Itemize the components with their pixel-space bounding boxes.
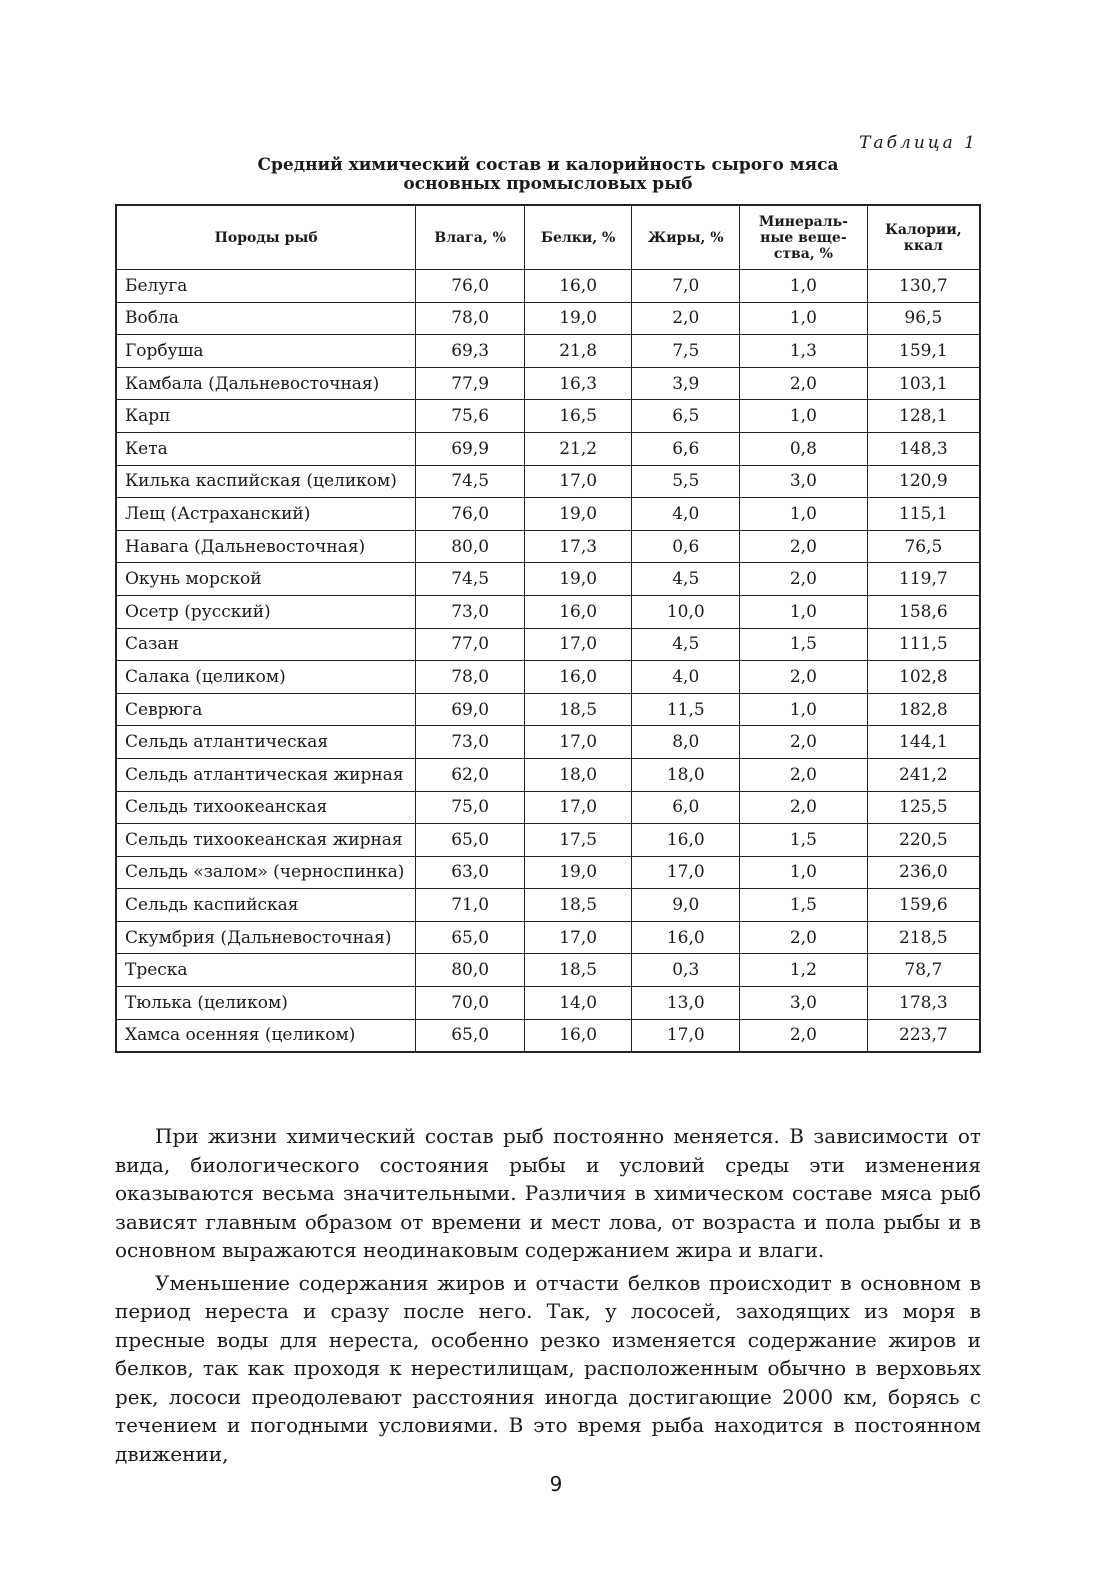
table-row xyxy=(116,563,980,596)
cell-fat: 17,0 xyxy=(632,1019,740,1052)
table-row xyxy=(116,1019,980,1052)
cell-moisture: 73,0 xyxy=(416,595,525,628)
cell-protein: 19,0 xyxy=(524,302,632,335)
table-row xyxy=(116,726,980,759)
cell-minerals: 3,0 xyxy=(740,987,868,1020)
cell-moisture: 70,0 xyxy=(416,987,525,1020)
table-row xyxy=(116,530,980,563)
cell-fat: 0,6 xyxy=(632,530,740,563)
page-number: 9 xyxy=(549,1472,563,1496)
cell-minerals: 1,0 xyxy=(740,498,868,531)
cell-fat: 18,0 xyxy=(632,758,740,791)
cell-moisture: 69,3 xyxy=(416,335,525,368)
paragraph-2: Уменьшение содержания жиров и отчасти белков происходит в основном в период нереста и сразу после него. Так, у лососей, заходящих из моря в пресные воды для нереста, особенно резко изменяется содержание жиров и белков, так как проходя к нерестилищам, расположенным обычно в верховьях рек, лососи преодолевают расстояния иногда достигающие 2000 км, борясь с течением и погодными условиями. В это время рыба находится в постоянном движении, xyxy=(115,1270,981,1466)
cell-fat: 5,5 xyxy=(632,465,740,498)
cell-moisture: 80,0 xyxy=(416,954,525,987)
cell-moisture: 74,5 xyxy=(416,563,525,596)
header-minerals-line-3: ства, % xyxy=(773,245,833,262)
cell-moisture: 75,0 xyxy=(416,791,525,824)
table-row xyxy=(116,954,980,987)
table-title xyxy=(115,156,981,194)
cell-protein: 18,5 xyxy=(524,889,632,922)
cell-protein: 17,3 xyxy=(524,530,632,563)
table-row xyxy=(116,465,980,498)
paragraph-1: При жизни химический состав рыб постоянно меняется. В зависимости от вида, биологического состояния рыбы и условий среды эти изменения оказываются весьма значительными. Различия в химическом составе мяса рыб зависят главным образом от времени и мест лова, от возраста и пола рыбы и в основном выражаются неодинаковым содержанием жира и влаги. xyxy=(115,1124,981,1262)
cell-name: Килька каспийская (целиком) xyxy=(116,465,416,498)
table-row xyxy=(116,302,980,335)
table-row xyxy=(116,661,980,694)
cell-minerals: 3,0 xyxy=(740,465,868,498)
cell-protein: 21,8 xyxy=(524,335,632,368)
cell-calories: 103,1 xyxy=(867,367,980,400)
cell-fat: 8,0 xyxy=(632,726,740,759)
cell-minerals: 2,0 xyxy=(740,563,868,596)
cell-name: Сазан xyxy=(116,628,416,661)
table-label: Таблица 1 xyxy=(859,133,978,153)
cell-protein: 16,0 xyxy=(524,1019,632,1052)
cell-fat: 6,5 xyxy=(632,400,740,433)
cell-calories: 119,7 xyxy=(867,563,980,596)
cell-moisture: 76,0 xyxy=(416,498,525,531)
cell-calories: 96,5 xyxy=(867,302,980,335)
cell-name: Кета xyxy=(116,432,416,465)
cell-calories: 182,8 xyxy=(867,693,980,726)
header-moisture: Влага, % xyxy=(416,205,525,270)
cell-calories: 125,5 xyxy=(867,791,980,824)
table-row xyxy=(116,921,980,954)
cell-calories: 241,2 xyxy=(867,758,980,791)
cell-fat: 4,0 xyxy=(632,498,740,531)
cell-protein: 16,5 xyxy=(524,400,632,433)
cell-protein: 14,0 xyxy=(524,987,632,1020)
cell-protein: 19,0 xyxy=(524,498,632,531)
cell-calories: 236,0 xyxy=(867,856,980,889)
header-calories-line-1: Калории, xyxy=(885,221,962,238)
cell-name: Навага (Дальневосточная) xyxy=(116,530,416,563)
header-protein: Белки, % xyxy=(524,205,632,270)
cell-fat: 13,0 xyxy=(632,987,740,1020)
cell-calories: 76,5 xyxy=(867,530,980,563)
header-species: Породы рыб xyxy=(116,205,416,270)
cell-protein: 16,0 xyxy=(524,595,632,628)
cell-fat: 2,0 xyxy=(632,302,740,335)
table-row xyxy=(116,856,980,889)
cell-minerals: 1,0 xyxy=(740,400,868,433)
cell-calories: 111,5 xyxy=(867,628,980,661)
cell-minerals: 1,3 xyxy=(740,335,868,368)
cell-protein: 16,0 xyxy=(524,661,632,694)
cell-moisture: 77,9 xyxy=(416,367,525,400)
table-row xyxy=(116,432,980,465)
cell-fat: 6,6 xyxy=(632,432,740,465)
cell-moisture: 65,0 xyxy=(416,921,525,954)
cell-protein: 18,0 xyxy=(524,758,632,791)
cell-name: Сельдь «залом» (черноспинка) xyxy=(116,856,416,889)
cell-name: Сельдь атлантическая xyxy=(116,726,416,759)
table-row xyxy=(116,987,980,1020)
cell-protein: 17,0 xyxy=(524,726,632,759)
cell-minerals: 2,0 xyxy=(740,530,868,563)
table-row xyxy=(116,693,980,726)
cell-fat: 16,0 xyxy=(632,824,740,857)
cell-moisture: 65,0 xyxy=(416,824,525,857)
cell-name: Тюлька (целиком) xyxy=(116,987,416,1020)
table-body xyxy=(116,270,980,1053)
cell-minerals: 2,0 xyxy=(740,661,868,694)
cell-calories: 78,7 xyxy=(867,954,980,987)
cell-minerals: 2,0 xyxy=(740,791,868,824)
table-title-line-2: основных промысловых рыб xyxy=(403,174,693,194)
cell-fat: 3,9 xyxy=(632,367,740,400)
header-minerals xyxy=(740,205,868,270)
table-row xyxy=(116,367,980,400)
cell-calories: 220,5 xyxy=(867,824,980,857)
cell-moisture: 80,0 xyxy=(416,530,525,563)
cell-minerals: 1,0 xyxy=(740,270,868,303)
cell-minerals: 1,5 xyxy=(740,889,868,922)
cell-calories: 218,5 xyxy=(867,921,980,954)
cell-protein: 17,0 xyxy=(524,791,632,824)
cell-name: Хамса осенняя (целиком) xyxy=(116,1019,416,1052)
table-header-row xyxy=(116,205,980,270)
fish-composition-table xyxy=(115,204,981,1053)
cell-protein: 19,0 xyxy=(524,856,632,889)
cell-protein: 19,0 xyxy=(524,563,632,596)
cell-calories: 178,3 xyxy=(867,987,980,1020)
table-row xyxy=(116,498,980,531)
cell-protein: 18,5 xyxy=(524,954,632,987)
cell-name: Лещ (Астраханский) xyxy=(116,498,416,531)
cell-name: Белуга xyxy=(116,270,416,303)
cell-name: Скумбрия (Дальневосточная) xyxy=(116,921,416,954)
cell-calories: 128,1 xyxy=(867,400,980,433)
cell-minerals: 2,0 xyxy=(740,367,868,400)
cell-minerals: 1,5 xyxy=(740,824,868,857)
cell-name: Салака (целиком) xyxy=(116,661,416,694)
cell-moisture: 75,6 xyxy=(416,400,525,433)
cell-minerals: 2,0 xyxy=(740,758,868,791)
cell-minerals: 2,0 xyxy=(740,921,868,954)
table-row xyxy=(116,595,980,628)
cell-fat: 7,5 xyxy=(632,335,740,368)
cell-minerals: 1,5 xyxy=(740,628,868,661)
cell-protein: 18,5 xyxy=(524,693,632,726)
cell-calories: 130,7 xyxy=(867,270,980,303)
cell-calories: 158,6 xyxy=(867,595,980,628)
cell-fat: 7,0 xyxy=(632,270,740,303)
cell-calories: 159,6 xyxy=(867,889,980,922)
cell-moisture: 63,0 xyxy=(416,856,525,889)
cell-minerals: 1,0 xyxy=(740,856,868,889)
cell-calories: 115,1 xyxy=(867,498,980,531)
cell-calories: 144,1 xyxy=(867,726,980,759)
cell-name: Вобла xyxy=(116,302,416,335)
cell-protein: 21,2 xyxy=(524,432,632,465)
cell-moisture: 76,0 xyxy=(416,270,525,303)
cell-minerals: 1,0 xyxy=(740,693,868,726)
cell-protein: 17,5 xyxy=(524,824,632,857)
cell-fat: 0,3 xyxy=(632,954,740,987)
cell-fat: 9,0 xyxy=(632,889,740,922)
cell-minerals: 1,0 xyxy=(740,595,868,628)
table-row xyxy=(116,335,980,368)
cell-fat: 6,0 xyxy=(632,791,740,824)
header-calories-line-2: ккал xyxy=(903,237,943,254)
cell-name: Треска xyxy=(116,954,416,987)
cell-fat: 11,5 xyxy=(632,693,740,726)
cell-calories: 148,3 xyxy=(867,432,980,465)
cell-minerals: 0,8 xyxy=(740,432,868,465)
cell-moisture: 65,0 xyxy=(416,1019,525,1052)
cell-moisture: 62,0 xyxy=(416,758,525,791)
cell-name: Сельдь каспийская xyxy=(116,889,416,922)
cell-name: Сельдь тихоокеанская xyxy=(116,791,416,824)
cell-fat: 10,0 xyxy=(632,595,740,628)
cell-moisture: 77,0 xyxy=(416,628,525,661)
cell-protein: 17,0 xyxy=(524,628,632,661)
header-minerals-line-1: Минераль- xyxy=(758,213,848,230)
cell-fat: 4,5 xyxy=(632,628,740,661)
table-row xyxy=(116,758,980,791)
table-row xyxy=(116,400,980,433)
table-row xyxy=(116,889,980,922)
cell-name: Горбуша xyxy=(116,335,416,368)
header-fat: Жиры, % xyxy=(632,205,740,270)
cell-moisture: 78,0 xyxy=(416,302,525,335)
cell-minerals: 1,2 xyxy=(740,954,868,987)
header-calories xyxy=(867,205,980,270)
table-row xyxy=(116,791,980,824)
cell-calories: 120,9 xyxy=(867,465,980,498)
cell-protein: 16,3 xyxy=(524,367,632,400)
cell-name: Сельдь атлантическая жирная xyxy=(116,758,416,791)
cell-name: Карп xyxy=(116,400,416,433)
cell-calories: 102,8 xyxy=(867,661,980,694)
cell-moisture: 73,0 xyxy=(416,726,525,759)
cell-name: Окунь морской xyxy=(116,563,416,596)
cell-name: Камбала (Дальневосточная) xyxy=(116,367,416,400)
cell-moisture: 71,0 xyxy=(416,889,525,922)
table-row xyxy=(116,270,980,303)
cell-minerals: 2,0 xyxy=(740,1019,868,1052)
cell-calories: 223,7 xyxy=(867,1019,980,1052)
cell-name: Осетр (русский) xyxy=(116,595,416,628)
cell-protein: 17,0 xyxy=(524,921,632,954)
header-minerals-line-2: ные веще- xyxy=(760,229,847,246)
cell-fat: 17,0 xyxy=(632,856,740,889)
cell-minerals: 2,0 xyxy=(740,726,868,759)
cell-fat: 4,5 xyxy=(632,563,740,596)
cell-moisture: 78,0 xyxy=(416,661,525,694)
cell-name: Севрюга xyxy=(116,693,416,726)
cell-calories: 159,1 xyxy=(867,335,980,368)
cell-protein: 16,0 xyxy=(524,270,632,303)
cell-minerals: 1,0 xyxy=(740,302,868,335)
cell-moisture: 74,5 xyxy=(416,465,525,498)
body-text xyxy=(115,1122,981,1468)
table-row xyxy=(116,628,980,661)
cell-name: Сельдь тихоокеанская жирная xyxy=(116,824,416,857)
cell-fat: 4,0 xyxy=(632,661,740,694)
cell-fat: 16,0 xyxy=(632,921,740,954)
table-title-line-1: Средний химический состав и калорийность сырого мяса xyxy=(257,155,839,175)
cell-moisture: 69,9 xyxy=(416,432,525,465)
cell-moisture: 69,0 xyxy=(416,693,525,726)
table-row xyxy=(116,824,980,857)
cell-protein: 17,0 xyxy=(524,465,632,498)
